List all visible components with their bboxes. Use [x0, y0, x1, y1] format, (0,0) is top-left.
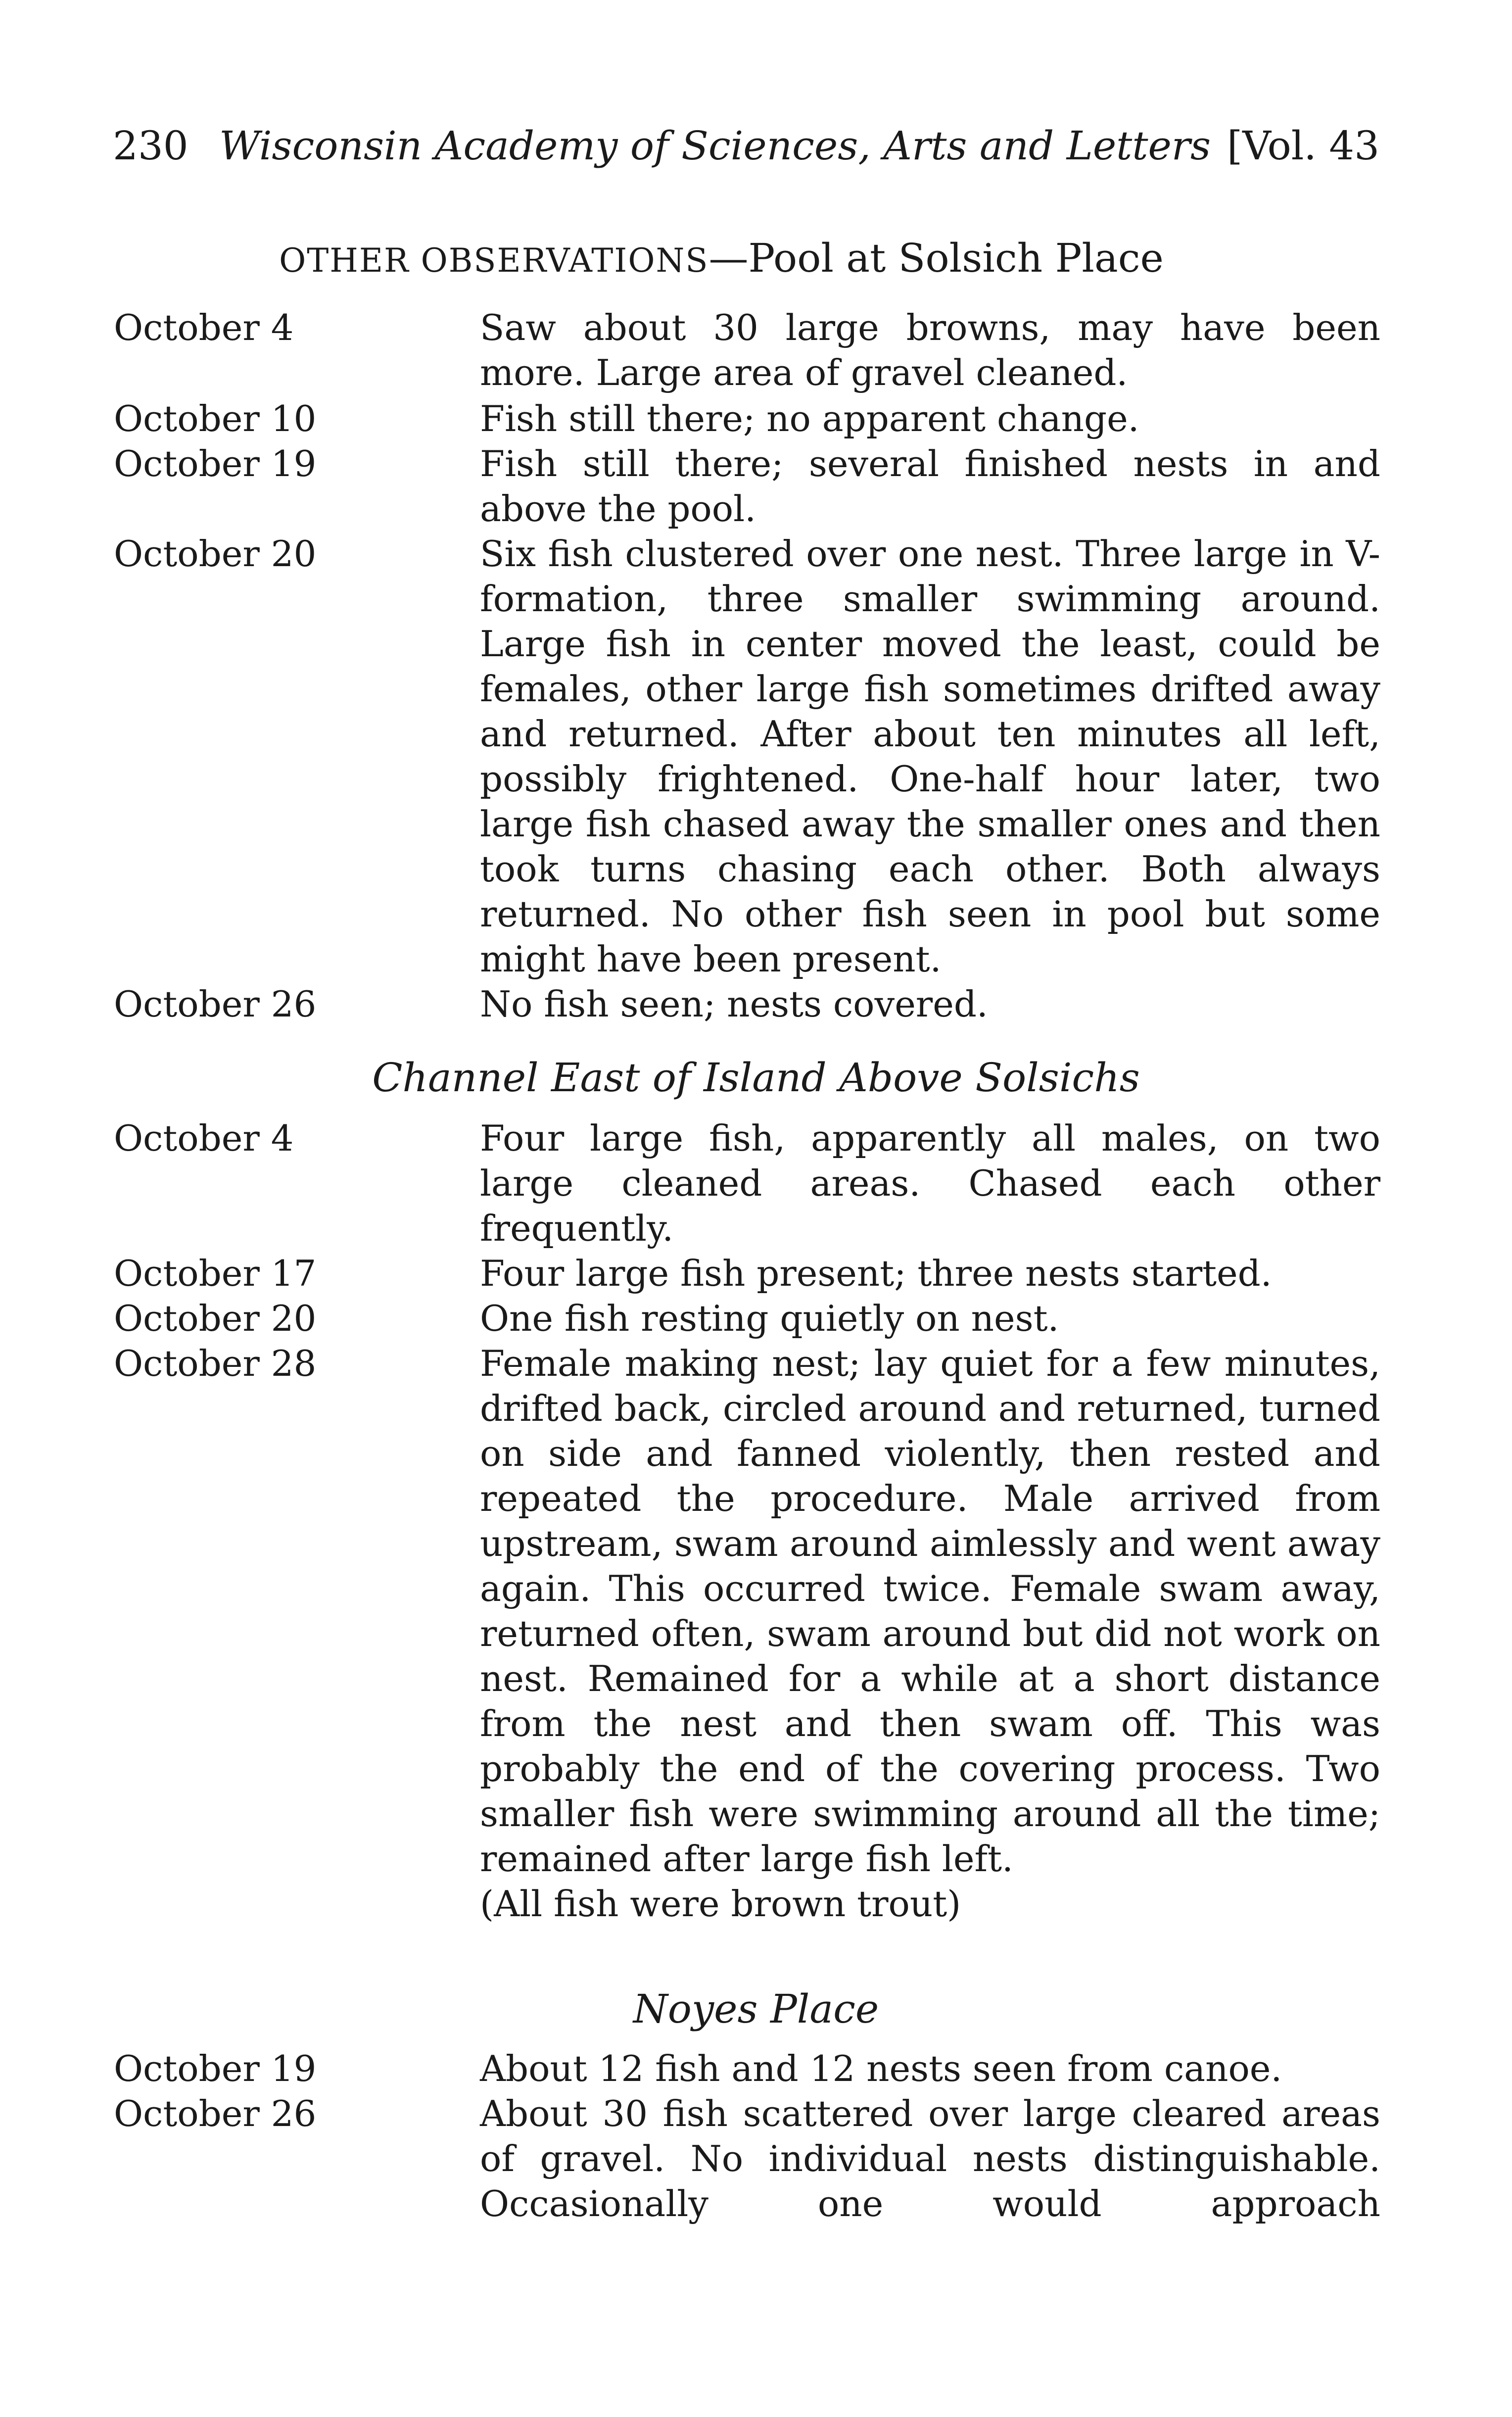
entry-note: Four large fish, apparently all males, on two large cleaned areas. Chased each other frequently. [480, 1117, 1380, 1249]
entry-date: October 20 [114, 1298, 317, 1339]
entry-date: October 19 [114, 443, 317, 484]
entry-date: October 26 [114, 983, 317, 1025]
entry-date: October 4 [114, 1117, 294, 1159]
entry-note: Six fish clustered over one nest. Three large in V-formation, three smaller swimming around. Large fish in center moved the least, could be females, other large fish sometimes drifted away and returned. After about ten minutes all left, possibly frightened. One-half hour later, two large fish chased away the smaller ones and then took turns chasing each other. Both always returned. No other fish seen in pool but some might have been present. [480, 533, 1380, 980]
entry-note: Saw about 30 large browns, may have been more. Large area of gravel cleaned. [480, 307, 1380, 393]
entry-date: October 4 [114, 307, 294, 348]
entry-date: October 10 [114, 398, 317, 439]
entry [114, 305, 1380, 395]
section-heading-channel-east: Channel East of Island Above Solsichs [372, 1055, 1140, 1101]
entry [114, 1296, 1380, 1341]
entry-note: About 12 fish and 12 nests seen from canoe. [480, 2048, 1282, 2089]
entry-note: Fish still there; several finished nests in and above the pool. [480, 443, 1380, 530]
entry-note: No fish seen; nests covered. [480, 983, 988, 1025]
entry-note: One fish resting quietly on nest. [480, 1298, 1059, 1339]
entry [114, 1116, 1380, 1251]
entry [114, 532, 1380, 982]
entry-date: October 26 [114, 2093, 317, 2134]
entry [114, 1251, 1380, 1296]
running-head [113, 121, 1379, 171]
entry-date: October 20 [114, 533, 317, 575]
entries-solsich-pool [114, 305, 1380, 1027]
species-note: (All fish were brown trout) [480, 1883, 961, 1925]
section-heading-rest: —Pool at Solsich Place [709, 235, 1164, 281]
entry [114, 1341, 1380, 1882]
section-heading-solsich-pool [0, 234, 1512, 286]
page-number: 230 [113, 123, 189, 169]
entry-note: Fish still there; no apparent change. [480, 398, 1139, 439]
entries-channel-east [114, 1116, 1380, 1927]
volume-label: [Vol. 43 [1227, 123, 1379, 169]
entry-date: October 19 [114, 2048, 317, 2089]
section-heading-noyes-place: Noyes Place [633, 1986, 879, 2032]
entry [114, 2091, 1380, 2226]
section-heading-smallcaps: OTHER OBSERVATIONS [279, 242, 709, 280]
entry [114, 982, 1380, 1027]
entry-note: Four large fish present; three nests started. [480, 1253, 1272, 1294]
entries-noyes-place [114, 2046, 1380, 2226]
entry-date: October 17 [114, 1253, 317, 1294]
entry-date: October 28 [114, 1343, 317, 1384]
journal-title: Wisconsin Academy of Sciences, Arts and Letters [219, 123, 1211, 169]
entry-note: About 30 fish scattered over large cleared areas of gravel. No individual nests distinguishable. Occasionally one would approach [480, 2093, 1380, 2224]
entry [114, 441, 1380, 532]
entry [114, 396, 1380, 441]
entry [114, 2046, 1380, 2091]
entry-note: Female making nest; lay quiet for a few minutes, drifted back, circled around and returned, turned on side and fanned violently, then rested and repeated the procedure. Male arrived from upstream, swam around aimlessly and went away again. This occurred twice. Female swam away, returned often, swam around but did not work on nest. Remained for a while at a short distance from the nest and then swam off. This was probably the end of the covering process. Two smaller fish were swimming around all the time; remained after large fish left. [480, 1343, 1380, 1880]
